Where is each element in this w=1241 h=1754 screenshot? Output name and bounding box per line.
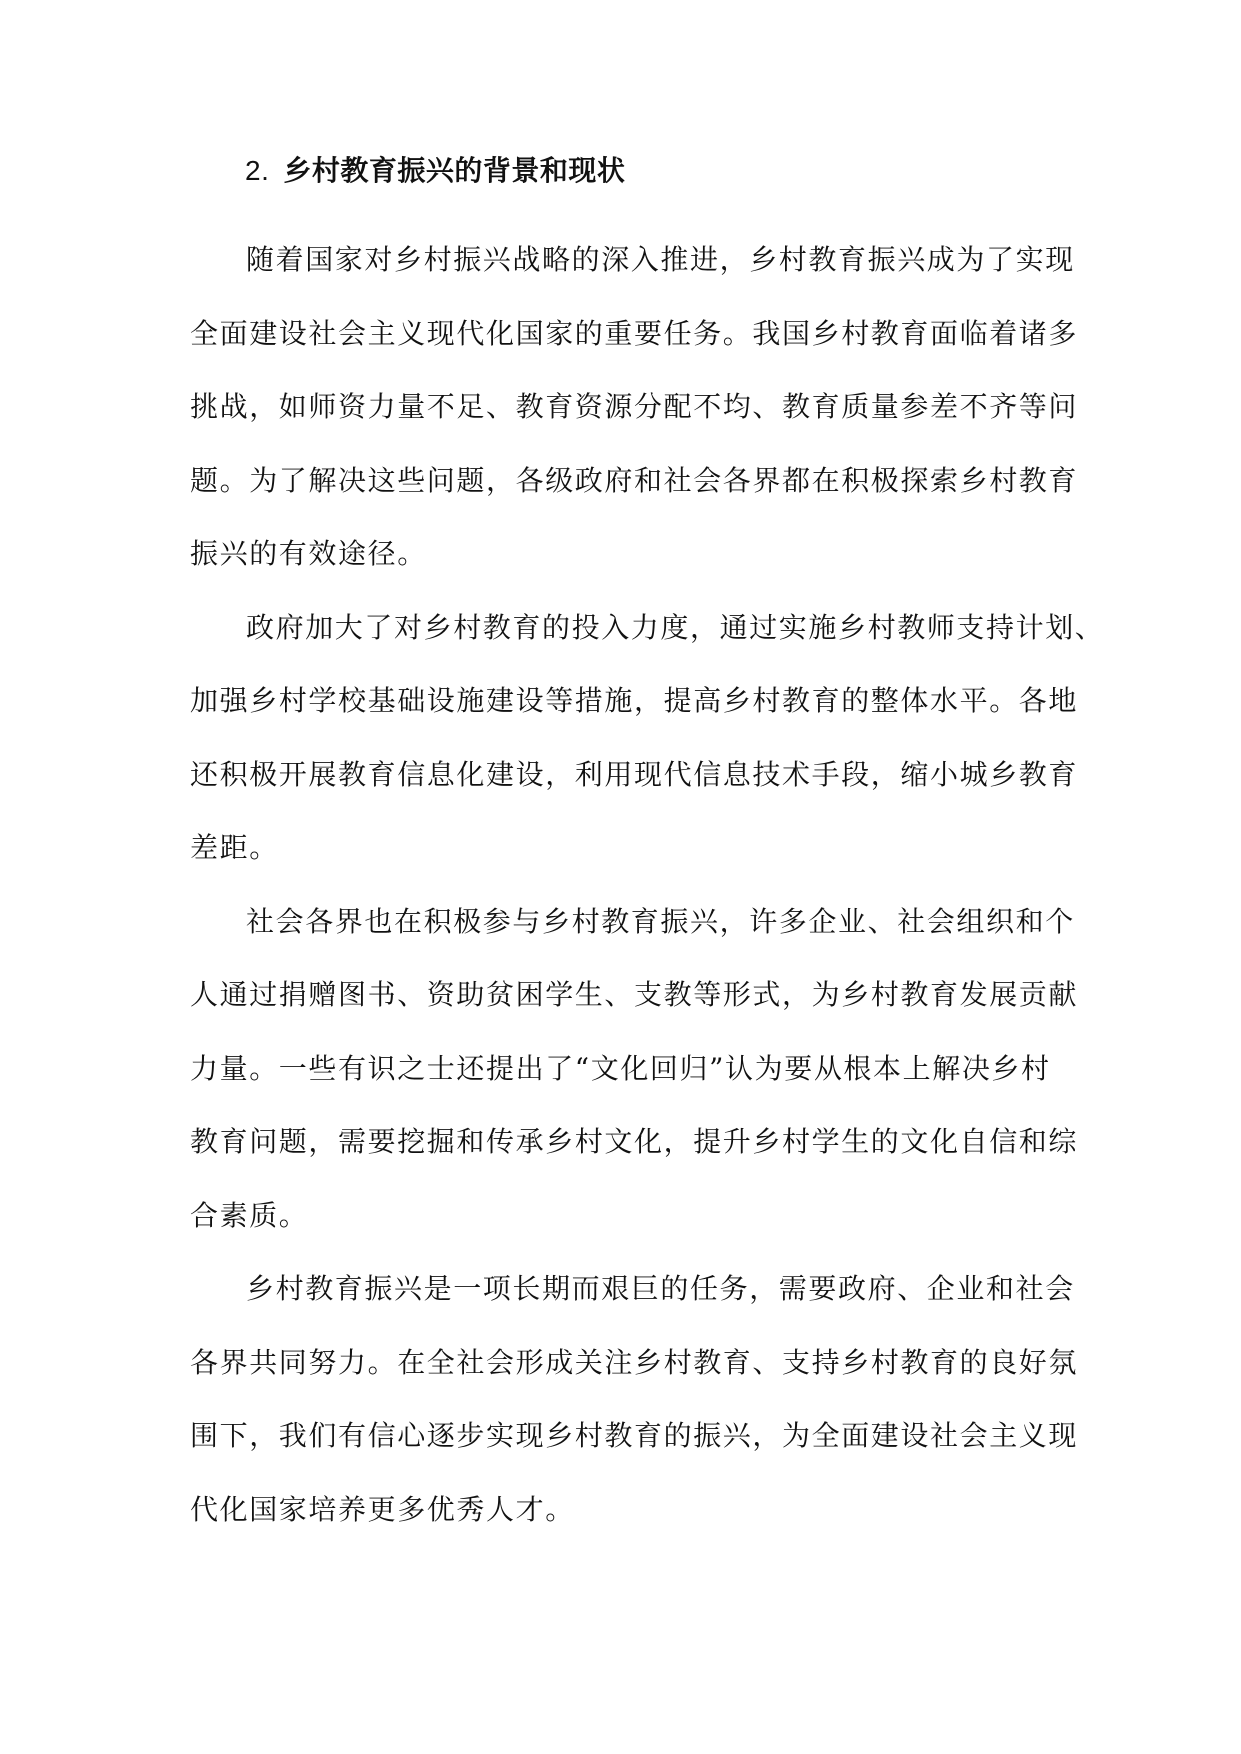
paragraph-line: 力量。一些有识之士还提出了“文化回归”认为要从根本上解决乡村	[190, 1051, 1051, 1085]
paragraph-line: 人通过捐赠图书、资助贫困学生、支教等形式，为乡村教育发展贡献	[190, 978, 1079, 1011]
paragraph-line: 教育问题，需要挖掘和传承乡村文化，提升乡村学生的文化自信和综	[190, 1125, 1079, 1158]
paragraph-line: 乡村教育振兴是一项长期而艰巨的任务，需要政府、企业和社会	[246, 1272, 1075, 1305]
paragraph-line: 还积极开展教育信息化建设，利用现代信息技术手段，缩小城乡教育	[190, 757, 1079, 791]
paragraph-line: 代化国家培养更多优秀人才。	[190, 1492, 575, 1526]
section-title: 乡村教育振兴的背景和现状	[283, 154, 626, 187]
paragraph-line: 政府加大了对乡村教育的投入力度，通过实施乡村教师支持计划、	[246, 610, 1105, 644]
paragraph-line: 围下，我们有信心逐步实现乡村教育的振兴，为全面建设社会主义现	[190, 1419, 1079, 1452]
paragraph-1	[190, 223, 1079, 591]
paragraph-line: 各界共同努力。在全社会形成关注乡村教育、支持乡村教育的良好氛	[190, 1345, 1079, 1379]
paragraph-line: 随着国家对乡村振兴战略的深入推进，乡村教育振兴成为了实现	[246, 243, 1075, 276]
paragraph-line: 全面建设社会主义现代化国家的重要任务。我国乡村教育面临着诸多	[190, 316, 1079, 350]
paragraph-line: 合素质。	[190, 1198, 309, 1232]
paragraph-line: 挑战，如师资力量不足、教育资源分配不均、教育质量参差不齐等问	[190, 390, 1079, 423]
paragraph-line: 题。为了解决这些问题，各级政府和社会各界都在积极探索乡村教育	[190, 463, 1079, 497]
section-number: 2.	[245, 155, 270, 186]
paragraph-line: 差距。	[190, 831, 279, 864]
paragraph-line: 加强乡村学校基础设施建设等措施，提高乡村教育的整体水平。各地	[190, 684, 1079, 717]
paragraph-3	[190, 885, 1079, 1253]
paragraph-line: 振兴的有效途径。	[190, 537, 427, 570]
paragraph-4	[190, 1252, 1079, 1546]
paragraph-line: 社会各界也在积极参与乡村教育振兴，许多企业、社会组织和个	[246, 904, 1075, 938]
paragraph-2	[190, 591, 1105, 885]
section-heading	[245, 147, 1105, 195]
document-body	[190, 223, 1105, 1546]
